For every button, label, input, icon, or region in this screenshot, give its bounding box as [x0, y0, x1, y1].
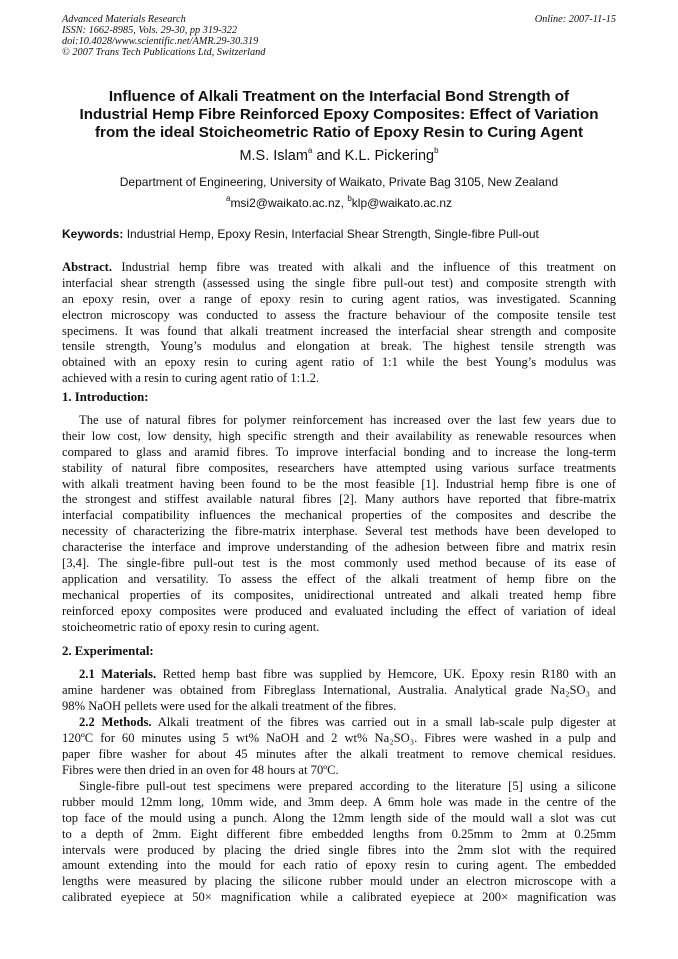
text-line: [62, 371, 616, 387]
text-line: [62, 572, 616, 588]
text-line: [62, 795, 616, 811]
text-line: [62, 715, 616, 731]
line-text: [3,4]. The single-fibre pull-out test is the most commonly used method because of its ease of: [62, 556, 616, 571]
issn-line: ISSN: 1662-8985, Vols. 29-30, pp 319-322: [62, 25, 238, 36]
text-line: [62, 811, 616, 827]
line-text: stoicheometric ratio of epoxy resin to curing agent.: [62, 619, 320, 634]
line-text: application and versatility. To assess the effect of the alkali treatment of hemp fibre on the: [62, 571, 616, 586]
line-text: 120ºC for 60 minutes using 5 wt% NaOH and 2 wt% Na₂SO₃. Fibres were washed in a pulp and: [62, 730, 616, 745]
abstract: [62, 260, 616, 387]
introduction-paragraph: [62, 413, 616, 635]
line-text: 98% NaOH pellets were used for the alkali treatment of the fibres.: [62, 698, 397, 713]
title-line: from the ideal Stoicheometric Ratio of Epoxy Resin to Curing Agent: [94, 124, 584, 141]
line-text: mechanical properties of its composites, unidirectional untreated and alkali treated hemp fibre: [62, 587, 616, 602]
text-line: [62, 524, 616, 540]
journal-name: Advanced Materials Research: [62, 14, 186, 25]
author-name: M.S. Islam: [239, 148, 308, 164]
line-text: reinforced epoxy composites were produced and evaluated including the effect of variation of ideal: [62, 603, 616, 618]
text-line: [62, 339, 616, 355]
pullout-paragraph: [62, 779, 616, 906]
text-line: [62, 779, 616, 795]
text-line: [62, 508, 616, 524]
line-text: rubber mould 12mm long, 10mm wide, and 3mm deep. A 6mm hole was made in the centre of the: [62, 794, 616, 809]
text-line: [62, 461, 616, 477]
text-line: [62, 604, 616, 620]
line-text: paper fibre washer for about 45 minutes after the alkali treatment to remove chemical residues.: [62, 746, 616, 761]
text-line: [62, 731, 616, 747]
text-line: [62, 843, 616, 859]
text-line: [62, 445, 616, 461]
doi-line: doi:10.4028/www.scientific.net/AMR.29-30.319: [62, 36, 259, 47]
copyright-line: © 2007 Trans Tech Publications Ltd, Switzerland: [62, 47, 266, 58]
text-line: [62, 292, 616, 308]
line-text: The use of natural fibres for polymer reinforcement has increased over the last few years due to: [79, 413, 616, 427]
paragraph-lead: 2.2 Methods.: [79, 715, 152, 729]
paragraph-lead: Abstract.: [62, 260, 113, 274]
line-text: an epoxy resin, over a range of epoxy resin to curing agent ratios, was investigated. Scanning: [62, 291, 616, 306]
text-line: [62, 556, 616, 572]
keywords-label: Keywords:: [62, 227, 124, 241]
line-text: Fibres were then dried in an oven for 48 hours at 70ºC.: [62, 762, 339, 777]
text-line: [62, 890, 616, 906]
text-line: [62, 260, 616, 276]
text-line: [62, 324, 616, 340]
online-date: Online: 2007-11-15: [534, 14, 616, 25]
title-line: Industrial Hemp Fibre Reinforced Epoxy Composites: Effect of Variation: [79, 106, 599, 123]
section-heading-introduction: 1. Introduction:: [62, 390, 149, 404]
keywords: [62, 227, 539, 241]
section-heading-experimental: 2. Experimental:: [62, 644, 154, 658]
author-conjunction: and: [312, 148, 345, 164]
authors: [0, 148, 678, 164]
text-line: [62, 429, 616, 445]
line-text: Industrial hemp fibre was treated with alkali and the influence of this treatment on: [112, 260, 616, 274]
email-link[interactable]: msi2@waikato.ac.nz,: [230, 196, 348, 210]
line-text: compared to glass and aramid fibres. To improve interfacial bonding and to increase the long-term: [62, 444, 616, 459]
title-line: Influence of Alkali Treatment on the Interfacial Bond Strength of: [108, 88, 570, 105]
text-line: [62, 492, 616, 508]
line-text: specimens. It was found that alkali treatment increased the interfacial shear strength and composite: [62, 323, 616, 338]
text-line: [62, 308, 616, 324]
paper-title: [40, 88, 638, 142]
affil-mark: b: [347, 194, 352, 203]
line-text: calibrated eyepiece at 50× magnification while a calibrated eyepiece at 200× magnification was: [62, 890, 616, 905]
line-text: stability of natural fibre composites, researchers have attempted using various surface treatments: [62, 460, 616, 475]
line-text: to a depth of 2mm. Eight different fibre embedded lengths from 0.25mm to 2mm at 0.25mm: [62, 826, 616, 841]
text-line: [62, 620, 616, 636]
affil-mark: a: [307, 146, 313, 155]
paragraph-lead: 2.1 Materials.: [79, 667, 157, 681]
text-line: [62, 858, 616, 874]
line-text: interfacial shear strength (assessed using the single fibre pull-out test) and composite strength with: [62, 275, 616, 290]
line-text: electron microscopy was conducted to assess the fracture behaviour of the composite tensile test: [62, 307, 616, 322]
text-line: [62, 355, 616, 371]
affiliation: Department of Engineering, University of Waikato, Private Bag 3105, New Zealand: [119, 175, 559, 189]
methods-paragraph: [62, 715, 616, 779]
email-link[interactable]: klp@waikato.ac.nz: [351, 196, 453, 210]
line-text: Single-fibre pull-out test specimens were prepared according to the literature [5] using a silicone: [79, 779, 616, 793]
line-text: Retted hemp bast fibre was supplied by Hemcore, UK. Epoxy resin R180 with an: [156, 667, 616, 681]
line-text: necessity of characterizing the fibre-matrix interphase. Several test methods have been developed to: [62, 524, 616, 539]
line-text: characterise the interface and improve understanding of the adhesion between fibre and matrix resin: [62, 540, 616, 555]
line-text: achieved with a resin to curing agent ratio of 1:1.2.: [62, 371, 320, 386]
line-text: their low cost, low density, high specific strength and their availability as renewable resources when: [62, 428, 616, 443]
keywords-text: Industrial Hemp, Epoxy Resin, Interfacial Shear Strength, Single-fibre Pull-out: [123, 227, 539, 241]
affil-mark: b: [434, 146, 439, 155]
affil-mark: a: [225, 194, 231, 203]
line-text: obtained with an epoxy resin to curing agent ratio of 1:1 while the best Young’s modulus was: [62, 355, 616, 370]
text-line: [62, 540, 616, 556]
line-text: interfacial compatibility influences the mechanical properties of the composites and describe the: [62, 508, 616, 523]
line-text: top face of the mould using a punch. Along the 12mm length side of the mould wall a slot was cut: [62, 810, 616, 825]
text-line: [62, 874, 616, 890]
text-line: [62, 763, 616, 779]
materials-paragraph: [62, 667, 616, 715]
text-line: [62, 588, 616, 604]
line-text: the strongest and stiffest available natural fibres [2]. Many authors have reported that fibre-matrix: [62, 492, 616, 507]
text-line: [62, 413, 616, 429]
emails: [0, 196, 678, 210]
line-text: Alkali treatment of the fibres was carried out in a small lab-scale pulp digester at: [151, 715, 616, 729]
text-line: [62, 477, 616, 493]
journal-header: [62, 14, 265, 58]
text-line: [62, 683, 616, 699]
line-text: with alkali treatment having been found to be the most feasible [1]. Industrial hemp fibre is one of: [62, 476, 616, 491]
line-text: lengths were measured by placing the silicone rubber mould under an electron microscope with a: [62, 874, 616, 889]
text-line: [62, 827, 616, 843]
text-line: [62, 667, 616, 683]
line-text: intervals were produced by placing the dried single fibres into the 2mm slot with the required: [62, 842, 616, 857]
author-name: K.L. Pickering: [344, 148, 435, 164]
text-line: [62, 699, 616, 715]
text-line: [62, 276, 616, 292]
line-text: amount extending into the mould for each ratio of epoxy resin to curing agent. The embedded: [62, 858, 616, 873]
line-text: tensile strength, Young’s modulus and elongation at break. The highest tensile strength was: [62, 339, 616, 354]
line-text: amine hardener was obtained from Fibreglass International, Australia. Analytical grade Na₂SO₃ and: [62, 682, 616, 697]
text-line: [62, 747, 616, 763]
